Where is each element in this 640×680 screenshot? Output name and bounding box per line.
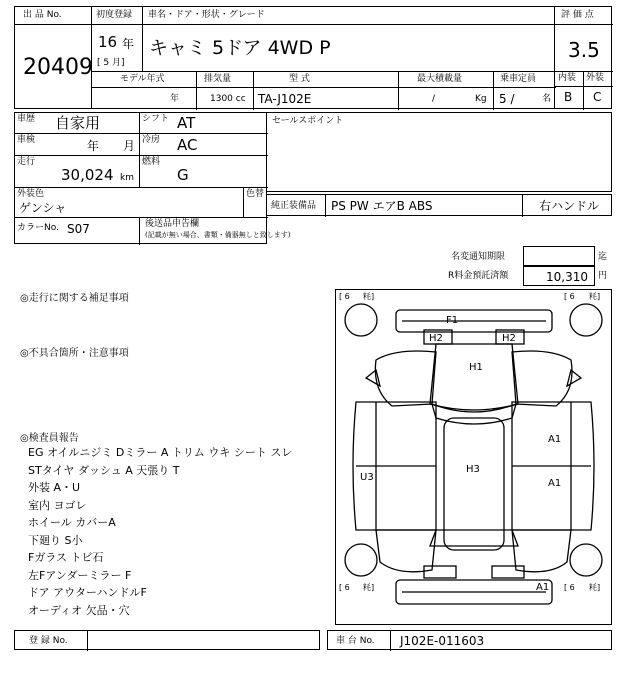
recycle-fee: 10,310 xyxy=(546,270,588,284)
equipment-row xyxy=(266,194,612,216)
exterior-grade-label: 外装 xyxy=(586,73,605,83)
note-line: ホイール カバーA xyxy=(28,516,116,529)
model-code: TA-J102E xyxy=(258,92,312,106)
color-no: S07 xyxy=(67,222,90,236)
first-registration-year: 16 xyxy=(98,33,118,51)
exterior-color: ゲンシャ xyxy=(19,201,67,215)
history: 自家用 xyxy=(55,114,101,132)
exterior-color-label: 外装色 xyxy=(17,189,45,199)
inspection-label: 車検 xyxy=(17,135,36,145)
capacity: 5 / xyxy=(499,92,515,106)
ac: AC xyxy=(177,136,198,154)
tire-unit-front-right: 粍] xyxy=(589,292,601,301)
mileage-label: 走行 xyxy=(17,157,36,167)
damage-mark-u3: U3 xyxy=(360,472,374,483)
lot-number-cell xyxy=(14,6,92,109)
first-registration-month: [ 5 月] xyxy=(97,58,125,68)
inspector-title: ◎検査員報告 xyxy=(20,433,79,444)
color-no-label: カラーNo. xyxy=(17,223,59,233)
interior-grade-label: 内装 xyxy=(558,73,577,83)
mileage-unit: km xyxy=(120,173,134,183)
car-name-cell xyxy=(142,6,555,72)
model-type-label: 型 式 xyxy=(289,74,310,84)
color-change-label: 色替 xyxy=(246,189,265,199)
defects-title: ◎不具合箇所・注意事項 xyxy=(20,348,129,359)
damage-mark-h2-left: H2 xyxy=(429,333,443,344)
interior-grade: B xyxy=(564,90,573,104)
sales-point-label: セールスポイント xyxy=(272,116,344,126)
inspection-month: 月 xyxy=(123,139,136,153)
tire-unit-rear-right: 粍] xyxy=(589,583,601,592)
max-load-unit: Kg xyxy=(475,94,487,104)
note-line: 室内 ヨゴレ xyxy=(28,498,87,512)
tire-depth-rear-left: [ 6 xyxy=(339,583,350,592)
damage-mark-h1: H1 xyxy=(469,362,483,373)
shift: AT xyxy=(177,114,196,132)
note-line: オーディオ 欠品・穴 xyxy=(28,603,130,617)
overall-grade: 3.5 xyxy=(568,38,600,62)
lot-number: 20409 xyxy=(23,55,93,80)
damage-mark-f1: F1 xyxy=(446,315,459,326)
supplement-title: ◎走行に関する補足事項 xyxy=(20,293,129,304)
recycle-unit: 円 xyxy=(598,271,608,281)
inspection-year: 年 xyxy=(87,139,100,153)
note-line: ドア アウターハンドルF xyxy=(28,586,147,599)
ac-label: 冷房 xyxy=(142,135,161,145)
car-name-label: 車名・ドア・形状・グレード xyxy=(148,10,265,20)
chassis-number-label: 車 台 No. xyxy=(336,636,375,646)
damage-mark-h2-right: H2 xyxy=(502,333,516,344)
note-line: EG オイルニジミ Dミラー A トリム ウキ シート スレ xyxy=(28,446,293,459)
capacity-unit: 名 xyxy=(542,94,552,104)
damage-mark-a1-rear: A1 xyxy=(536,582,550,593)
damage-mark-a1-lower: A1 xyxy=(548,478,562,489)
name-change-unit: 迄 xyxy=(598,252,608,262)
registration-number-label: 登 録 No. xyxy=(29,636,68,646)
damage-mark-a1-upper: A1 xyxy=(548,434,562,445)
spec-row xyxy=(91,71,555,109)
first-registration-cell xyxy=(91,6,143,72)
year-unit: 年 xyxy=(122,37,135,51)
chassis-number: J102E-011603 xyxy=(400,634,485,648)
mileage: 30,024 xyxy=(61,166,114,184)
equipment-label: 純正装備品 xyxy=(271,201,317,211)
car-diagram xyxy=(335,289,612,625)
registration-number-box xyxy=(14,630,320,650)
recycle-label: R料金預託済額 xyxy=(448,271,509,281)
displacement-label: 排気量 xyxy=(204,74,232,84)
tire-depth-front-right: [ 6 xyxy=(564,292,575,301)
note-line: 左Fアンダーミラー F xyxy=(28,568,132,582)
shift-label: シフト xyxy=(142,114,170,124)
exterior-grade: C xyxy=(593,90,602,104)
damage-mark-h3: H3 xyxy=(466,464,480,475)
name-change-label: 名変通知期限 xyxy=(451,252,506,262)
car-name: キャミ 5ドア 4WD P xyxy=(149,37,331,59)
equipment: PS PW エアB ABS xyxy=(331,199,433,213)
max-load-slash: / xyxy=(432,94,436,104)
tire-unit-rear-left: 粍] xyxy=(363,583,375,592)
note-line: Fガラス トビ石 xyxy=(28,551,104,564)
max-load-label: 最大積載量 xyxy=(417,74,463,84)
history-label: 車歴 xyxy=(17,114,36,124)
tire-depth-rear-right: [ 6 xyxy=(564,583,575,592)
first-registration-label: 初度登録 xyxy=(96,10,133,20)
fuel-label: 燃料 xyxy=(142,157,161,167)
note-line: 外装 A・U xyxy=(28,481,81,494)
tire-depth-front-left: [ 6 xyxy=(339,292,350,301)
inspector-notes xyxy=(28,447,292,622)
grade-label: 評 価 点 xyxy=(561,10,594,20)
recycle-box xyxy=(523,266,595,286)
grade-cell xyxy=(554,6,612,109)
chassis-number-box xyxy=(327,630,612,650)
fuel: G xyxy=(177,166,189,184)
aftermarket-label: 後送品申告欄 xyxy=(145,219,200,229)
model-year-unit: 年 xyxy=(170,94,180,104)
car-outline xyxy=(336,290,611,624)
details-grid xyxy=(14,112,291,244)
sales-point-box xyxy=(266,112,612,192)
name-change-box xyxy=(523,246,595,266)
note-line: STタイヤ ダッシュ A 天張り T xyxy=(28,463,180,477)
lot-number-label: 出 品 No. xyxy=(23,10,62,20)
displacement: 1300 cc xyxy=(210,94,246,104)
aftermarket-note: (記載が無い場合、書類・備器無しと致します) xyxy=(145,231,291,239)
tire-unit-front-left: 粍] xyxy=(363,292,375,301)
capacity-label: 乗車定員 xyxy=(500,74,537,84)
note-line: 下廻り S小 xyxy=(28,533,83,547)
model-year-label: モデル年式 xyxy=(120,74,165,84)
handle-side: 右ハンドル xyxy=(539,199,600,213)
